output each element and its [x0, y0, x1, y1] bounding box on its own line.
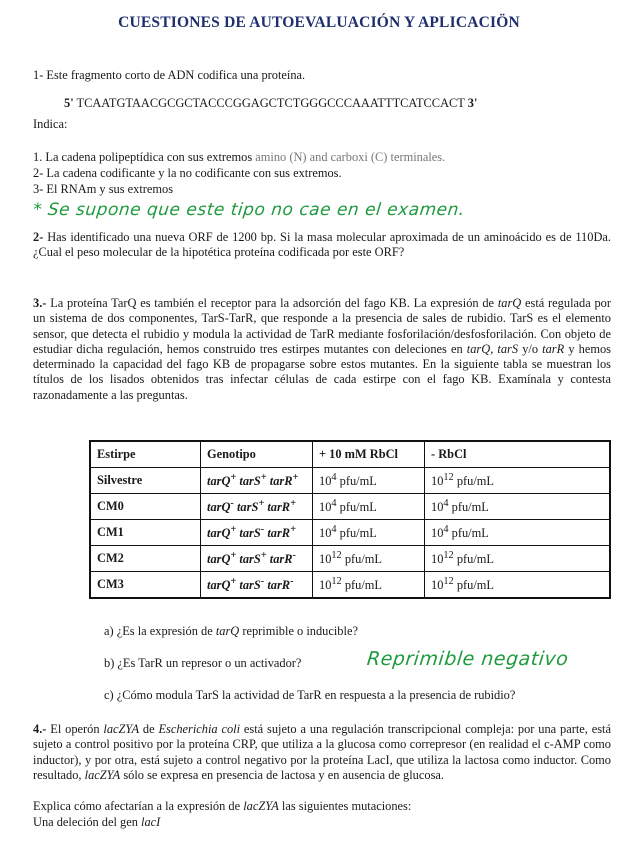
dna-sequence: [64, 96, 477, 111]
q3-gene-tarq-tars: tarQ, tarS: [466, 341, 519, 356]
q4-line-3-gene: lacI: [141, 815, 161, 829]
sequence-bases: TCAATGTAACGCGCTACCCGGAGCTCTGGGCCCAAATTTCATCCACT: [76, 96, 465, 110]
q3-gene-tarr: tarR: [542, 341, 565, 356]
header-with-rbcl: + 10 mM RbCl: [313, 441, 425, 468]
tarr-allele: +: [292, 471, 299, 483]
titer-unit: pfu/mL: [341, 552, 382, 567]
titer-with-rbcl: [313, 494, 425, 520]
strain-cell: CM2: [90, 546, 201, 572]
gene-tarr: tarR: [267, 578, 291, 593]
gene-tarq: tarQ: [207, 552, 231, 567]
titer-without-rbcl: [425, 546, 611, 572]
q3-question-a: [104, 624, 358, 639]
titer-base: 10: [431, 474, 444, 489]
q3-a-text: a) ¿Es la expresión de: [104, 624, 216, 638]
gene-tarr: tarR: [267, 500, 291, 515]
titer-with-rbcl: [313, 520, 425, 546]
q3-body-2: está regulada por un sistema de dos componentes, TarS-TarR, que responde a la presencia de sales de rubidio. TarS es el elemento sensor, que detecta el rubidio y modula la actividad de TarR mediante fosforilación/desfosforilación. Con objeto de estudiar dicha regulación, hemos construido tres estirpes mutantes con deleciones en: [33, 296, 611, 356]
q4-organism: Escherichia coli: [158, 722, 241, 736]
q1-item-1: [33, 150, 611, 165]
titer-base: 10: [319, 474, 332, 489]
q4-gene-1: lacZYA: [103, 722, 140, 736]
titer-unit: pfu/mL: [453, 552, 494, 567]
tars-allele: +: [260, 471, 267, 483]
q3-body-4: y hemos determinado la capacidad del fago KB de propagarse sobre estos mutantes. En la siguiente tabla se muestran los títulos de los lisados obtenidos tras infectar células de cada estirpe con el fago KB. Examínala y contesta razonadamente a las preguntas.: [33, 341, 611, 402]
handwritten-note: * Se supone que este tipo no cae en el examen.: [31, 200, 466, 220]
q1-item-1-text: 1. La cadena polipeptídica con sus extremos: [33, 150, 256, 164]
table-body: [90, 468, 610, 599]
titer-base: 10: [319, 578, 332, 593]
genotype-cell: [201, 546, 313, 572]
table-row: [90, 546, 610, 572]
tarr-allele: +: [290, 523, 296, 535]
header-without-rbcl: - RbCl: [425, 441, 611, 468]
q1-indica: Indica:: [33, 117, 68, 131]
tarq-allele: +: [230, 523, 237, 535]
q4-body-3: está sujeto a una regulación transcripcional compleja: por una parte, está sujeto a control positivo por la proteína CRP, que utiliza a la glucosa como correpresor (en realidad el c-AMP como inductor), y por otra, está sujeto a control negativo por la proteína LacI, que utiliza la lactosa como inductor. Como resultado,: [33, 722, 611, 782]
q4-line-2-text-2: las siguientes mutaciones:: [278, 799, 412, 813]
gene-tarr: tarR: [269, 474, 293, 489]
titer-with-rbcl: [313, 546, 425, 572]
table-row: [90, 520, 610, 546]
q2-body: Has identificado una nueva ORF de 1200 bp. Si la masa molecular aproximada de un aminoácido es de 110Da. ¿Cual el peso molecular de la hipotética proteína codificada por este ORF?: [33, 230, 611, 260]
table-row: [90, 468, 610, 494]
gene-tarq: tarQ: [207, 474, 231, 489]
tarq-allele: -: [230, 497, 234, 509]
tars-allele: -: [260, 523, 265, 535]
titer-exponent: 12: [331, 549, 342, 561]
sequence-3prime: 3': [467, 96, 478, 110]
gene-tars: tarS: [239, 578, 261, 593]
titer-base: 10: [319, 500, 332, 515]
tarr-allele: -: [292, 549, 296, 561]
titer-unit: pfu/mL: [453, 578, 494, 593]
titer-exponent: 12: [443, 575, 454, 587]
tarq-allele: +: [230, 575, 237, 587]
q3-a-text-2: reprimible o inducible?: [239, 624, 358, 638]
page-title: CUESTIONES DE AUTOEVALUACIÓN Y APLICACIÖN: [118, 14, 520, 31]
titer-exponent: 4: [331, 497, 337, 509]
q4-line-3-text: Una deleción del gen: [33, 815, 142, 829]
gene-tarq: tarQ: [207, 500, 231, 515]
table-header-row: [90, 441, 610, 468]
titer-unit: pfu/mL: [448, 526, 489, 541]
titer-without-rbcl: [425, 494, 611, 520]
q4-body-1: El operón: [46, 722, 104, 736]
table-row: [90, 572, 610, 599]
strain-cell: CM1: [90, 520, 201, 546]
tarq-allele: +: [230, 471, 237, 483]
titer-unit: pfu/mL: [448, 500, 489, 515]
titer-exponent: 12: [443, 471, 454, 483]
q3-a-gene: tarQ: [215, 624, 240, 638]
titer-exponent: 4: [331, 471, 337, 483]
titer-with-rbcl: [313, 468, 425, 494]
q4-line-2: [33, 799, 611, 814]
q4-line-3: [33, 815, 611, 830]
tars-allele: +: [258, 497, 265, 509]
titer-unit: pfu/mL: [336, 526, 377, 541]
q3-body-3: y/o: [518, 341, 543, 356]
titer-unit: pfu/mL: [453, 474, 494, 489]
genotype-cell: [201, 572, 313, 599]
tarq-allele: +: [230, 549, 237, 561]
titer-exponent: 4: [331, 523, 337, 535]
genotype-cell: [201, 494, 313, 520]
genotype-cell: [201, 520, 313, 546]
handwritten-answer: Reprimible negativo: [365, 648, 570, 670]
titer-base: 10: [431, 500, 444, 515]
strain-cell: CM3: [90, 572, 201, 599]
gene-tarr: tarR: [267, 526, 291, 541]
titer-with-rbcl: [313, 572, 425, 599]
q4-body-2: de: [139, 722, 159, 736]
table-row: [90, 494, 610, 520]
q3-text: [33, 296, 611, 403]
titer-exponent: 4: [443, 497, 449, 509]
titer-base: 10: [319, 526, 332, 541]
sequence-5prime: 5': [64, 96, 74, 110]
q1-item-1-gray-text: amino (N) and carboxi (C) terminales.: [255, 150, 446, 164]
titer-exponent: 12: [331, 575, 342, 587]
gene-tars: tarS: [239, 526, 261, 541]
gene-tarr: tarR: [269, 552, 293, 567]
titer-unit: pfu/mL: [341, 578, 382, 593]
header-genotype: Genotipo: [201, 441, 313, 468]
titer-unit: pfu/mL: [336, 500, 377, 515]
titer-without-rbcl: [425, 468, 611, 494]
tarr-allele: -: [290, 575, 294, 587]
tarr-allele: +: [290, 497, 296, 509]
q4-gene-2: lacZYA: [84, 767, 121, 782]
q3-gene-tarq: tarQ: [497, 296, 522, 310]
titer-exponent: 12: [443, 549, 454, 561]
q3-number: 3.-: [33, 296, 47, 310]
titer-base: 10: [431, 526, 444, 541]
strain-cell: CM0: [90, 494, 201, 520]
gene-tars: tarS: [236, 500, 259, 515]
q3-question-c: c) ¿Cómo modula TarS la actividad de TarR en respuesta a la presencia de rubidio?: [104, 688, 516, 702]
titer-exponent: 4: [443, 523, 449, 535]
titer-base: 10: [431, 552, 444, 567]
q4-text: [33, 722, 611, 783]
q4-line-2-text: Explica cómo afectarían a la expresión de: [33, 799, 244, 813]
q2-number: 2-: [33, 230, 44, 244]
q3-question-b: b) ¿Es TarR un represor o un activador?: [104, 656, 302, 670]
q2-text: [33, 230, 611, 261]
q4-number: 4.-: [33, 722, 47, 736]
titer-without-rbcl: [425, 572, 611, 599]
phage-titer-table: [89, 440, 611, 599]
q4-line-2-gene: lacZYA: [243, 799, 279, 813]
strain-cell: Silvestre: [90, 468, 201, 494]
gene-tars: tarS: [239, 474, 261, 489]
tars-allele: -: [260, 575, 265, 587]
gene-tarq: tarQ: [207, 578, 231, 593]
q1-statement: 1- Este fragmento corto de ADN codifica una proteína.: [33, 68, 306, 82]
titer-without-rbcl: [425, 520, 611, 546]
titer-base: 10: [431, 578, 444, 593]
tars-allele: +: [260, 549, 267, 561]
header-strain: Estirpe: [90, 441, 201, 468]
gene-tars: tarS: [239, 552, 261, 567]
titer-unit: pfu/mL: [336, 474, 377, 489]
genotype-cell: [201, 468, 313, 494]
q1-item-3: 3- El RNAm y sus extremos: [33, 182, 174, 196]
gene-tarq: tarQ: [207, 526, 231, 541]
q4-body-4: sólo se expresa en presencia de lactosa y en ausencia de glucosa.: [120, 767, 444, 782]
q1-item-2: 2- La cadena codificante y la no codificante con sus extremos.: [33, 166, 342, 180]
q3-body-1: La proteína TarQ es también el receptor para la adsorción del fago KB. La expresión de: [46, 296, 498, 310]
titer-base: 10: [319, 552, 332, 567]
